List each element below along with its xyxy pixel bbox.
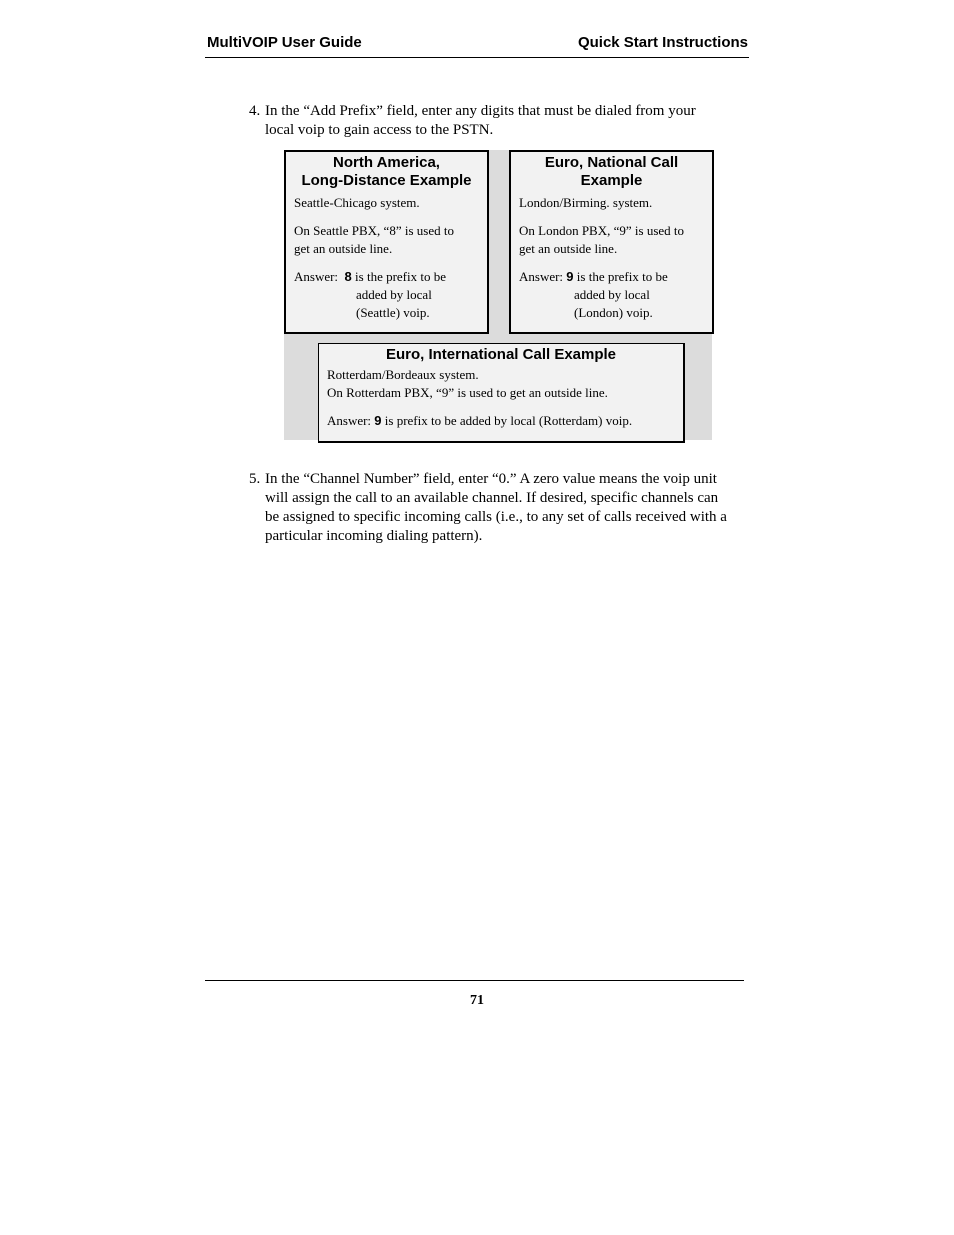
title-line: Example xyxy=(580,172,643,189)
north-america-example-title xyxy=(286,154,487,190)
title-line: North America, xyxy=(333,154,440,171)
answer-value: 9 xyxy=(566,269,574,284)
step-5-line-2: will assign the call to an available channel. If desired, specific channels can xyxy=(265,490,719,506)
header-divider xyxy=(205,57,749,58)
system-text: Rotterdam/Bordeaux system. xyxy=(327,367,479,382)
step-4-line-1: In the “Add Prefix” field, enter any digits that must be dialed from your xyxy=(265,103,696,119)
answer-value: 9 xyxy=(374,413,382,428)
north-america-example-box xyxy=(284,150,489,334)
answer-text xyxy=(519,268,704,322)
euro-national-example-box xyxy=(509,150,714,334)
answer-text xyxy=(327,412,675,430)
euro-national-example-title xyxy=(511,154,712,190)
step-4 xyxy=(249,102,729,140)
answer-label: Answer: xyxy=(327,413,372,428)
answer-line: is the prefix to be xyxy=(576,269,668,284)
step-5-line-3: be assigned to specific incoming calls (i.e., to any set of calls received with a xyxy=(265,509,727,525)
pbx-line: get an outside line. xyxy=(294,241,393,256)
header-title: MultiVOIP User Guide xyxy=(207,34,362,51)
pbx-line: get an outside line. xyxy=(519,241,618,256)
step-5-line-1: In the “Channel Number” field, enter “0.” A zero value means the voip unit xyxy=(265,471,717,487)
euro-international-example-box xyxy=(318,343,685,443)
pbx-text xyxy=(519,222,704,258)
header-section: Quick Start Instructions xyxy=(577,34,748,51)
pbx-line: On Seattle PBX, “8” is used to xyxy=(294,223,454,238)
page-number: 71 xyxy=(470,993,484,1008)
answer-line: is the prefix to be xyxy=(355,269,447,284)
step-5 xyxy=(249,470,749,546)
answer-value: 8 xyxy=(344,269,352,284)
pbx-line: On London PBX, “9” is used to xyxy=(519,223,685,238)
answer-line: added by local xyxy=(356,287,432,302)
answer-label: Answer: xyxy=(519,269,564,284)
pbx-text xyxy=(294,222,479,258)
footer-divider xyxy=(205,980,744,981)
step-4-number: 4. xyxy=(249,103,261,119)
system-text: Seattle-Chicago system. xyxy=(294,195,420,210)
step-4-line-2: local voip to gain access to the PSTN. xyxy=(265,122,494,138)
answer-line: is prefix to be added by local (Rotterdam) voip. xyxy=(384,413,633,428)
answer-text xyxy=(294,268,479,322)
title-line: Euro, National Call xyxy=(544,154,679,171)
title-line: Long-Distance Example xyxy=(301,172,472,189)
answer-line: (Seattle) voip. xyxy=(356,305,430,320)
step-5-number: 5. xyxy=(249,471,261,487)
euro-international-example-title: Euro, International Call Example xyxy=(385,346,617,363)
pbx-text: On Rotterdam PBX, “9” is used to get an outside line. xyxy=(327,385,608,400)
step-5-line-4: particular incoming dialing pattern). xyxy=(265,528,483,544)
answer-line: (London) voip. xyxy=(574,305,653,320)
answer-line: added by local xyxy=(574,287,650,302)
answer-label: Answer: xyxy=(294,269,339,284)
system-text: London/Birming. system. xyxy=(519,195,653,210)
